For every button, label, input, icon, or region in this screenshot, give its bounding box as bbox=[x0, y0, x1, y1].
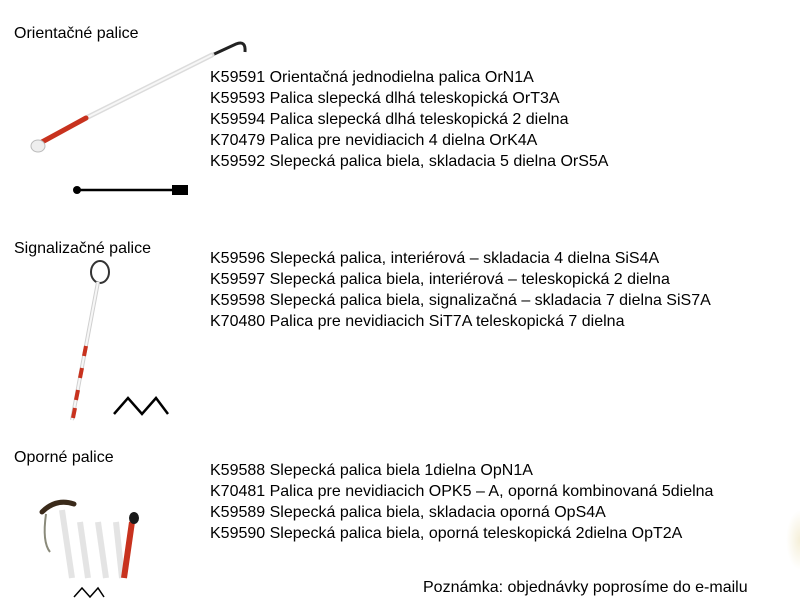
heading-oporne: Oporné palice bbox=[14, 449, 114, 466]
heading-signalizacne: Signalizačné palice bbox=[14, 240, 151, 257]
list-item: K59594 Palica slepecká dlhá teleskopická 2 dielna bbox=[210, 111, 569, 128]
list-item: K59591 Orientačná jednodielna palica OrN1A bbox=[210, 69, 534, 86]
list-item: K70480 Palica pre nevidiacich SiT7A teleskopická 7 dielna bbox=[210, 313, 625, 330]
list-item: K59593 Palica slepecká dlhá teleskopická OrT3A bbox=[210, 90, 560, 107]
list-item: K70479 Palica pre nevidiacich 4 dielna OrK4A bbox=[210, 132, 538, 149]
list-item: K59598 Slepecká palica biela, signalizačná – skladacia 7 dielna SiS7A bbox=[210, 292, 711, 309]
list-oporne bbox=[210, 460, 713, 544]
list-item: K59592 Slepecká palica biela, skladacia 5 dielna OrS5A bbox=[210, 153, 609, 170]
list-item: K59589 Slepecká palica biela, skladacia oporná OpS4A bbox=[210, 504, 606, 521]
list-item: K59590 Slepecká palica biela, oporná teleskopická 2dielna OpT2A bbox=[210, 525, 683, 542]
list-item: K59596 Slepecká palica, interiérová – skladacia 4 dielna SiS4A bbox=[210, 250, 660, 267]
small-zigzag-icon bbox=[72, 585, 106, 599]
order-note: Poznámka: objednávky poprosíme do e-mailu bbox=[423, 579, 748, 596]
list-item: K59588 Slepecká palica biela 1dielna OpN1A bbox=[210, 462, 533, 479]
list-item: K70481 Palica pre nevidiacich OPK5 – A, oporná kombinovaná 5dielna bbox=[210, 483, 714, 500]
straight-cane-icon bbox=[72, 180, 192, 200]
signal-cane-image bbox=[50, 258, 120, 423]
zigzag-icon bbox=[112, 394, 172, 418]
support-cane-image bbox=[36, 492, 156, 584]
list-signalizacne bbox=[210, 248, 711, 332]
heading-orientacne: Orientačné palice bbox=[14, 25, 139, 42]
edge-decoration bbox=[786, 510, 800, 570]
list-item: K59597 Slepecká palica biela, interiérová – teleskopická 2 dielna bbox=[210, 271, 670, 288]
list-orientacne bbox=[210, 67, 608, 172]
